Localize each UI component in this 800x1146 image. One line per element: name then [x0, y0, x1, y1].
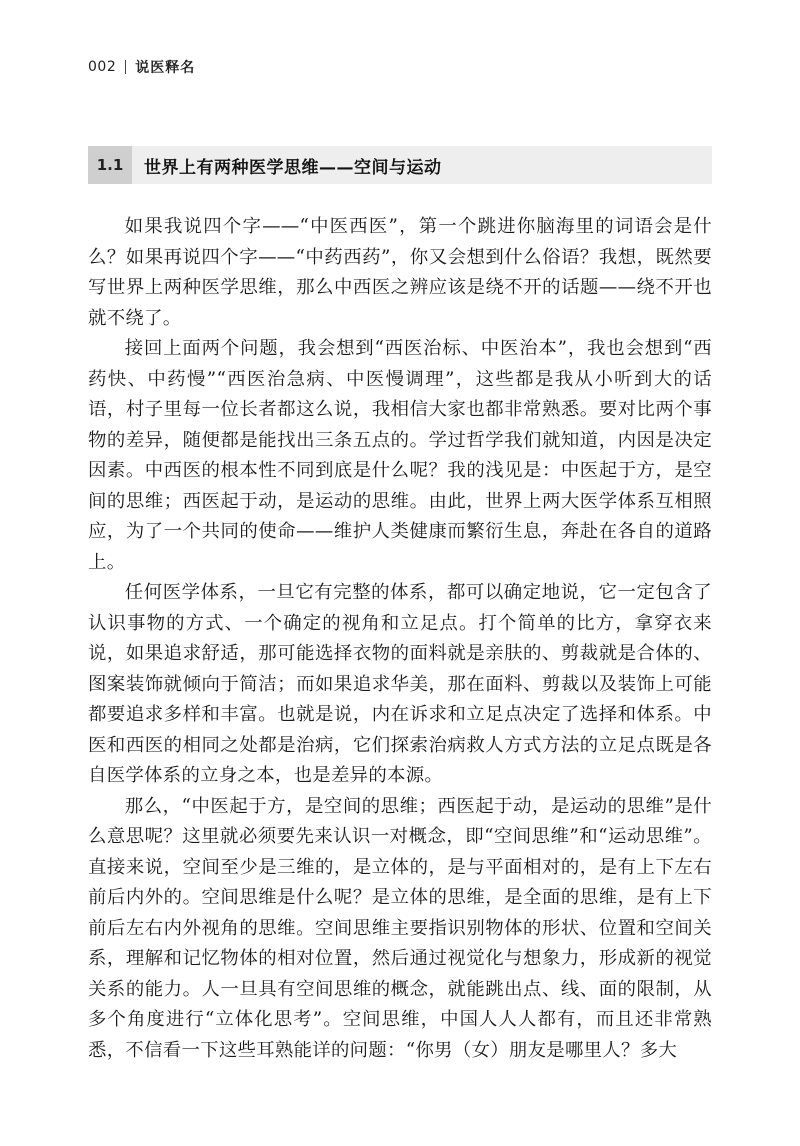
running-header — [88, 56, 195, 78]
paragraph: 任何医学体系，一旦它有完整的体系，都可以确定地说，它一定包含了认识事物的方式、一个确定的视角和立足点。打个简单的比方，拿穿衣来说，如果追求舒适，那可能选择衣物的面料就是亲肤的、剪裁就是合体的、图案装饰就倾向于简洁；而如果追求华美，那在面料、剪裁以及装饰上可能都要追求多样和丰富。也就是说，内在诉求和立足点决定了选择和体系。中医和西医的相同之处都是治病，它们探索治病救人方式方法的立足点既是各自医学体系的立身之本，也是差异的本源。 — [88, 582, 712, 786]
section-heading — [88, 146, 712, 184]
section-title: 世界上有两种医学思维——空间与运动 — [144, 157, 442, 178]
book-title: 说医释名 — [135, 60, 196, 76]
paragraph: 如果我说四个字——“中医西医”，第一个跳进你脑海里的词语会是什么？如果再说四个字——“中药西药”，你又会想到什么俗语？我想，既然要写世界上两种医学思维，那么中西医之辨应该是绕不开的话题——绕不开也就不绕了。 — [88, 216, 712, 329]
paragraph: 接回上面两个问题，我会想到“西医治标、中医治本”，我也会想到“西药快、中药慢”“西医治急病、中医慢调理”，这些都是我从小听到大的话语，村子里每一位长者都这么说，我相信大家也都非常熟悉。要对比两个事物的差异，随便都是能找出三条五点的。学过哲学我们就知道，内因是决定因素。中西医的根本性不同到底是什么呢？我的浅见是：中医起于方，是空间的思维；西医起于动，是运动的思维。由此，世界上两大医学体系互相照应，为了一个共同的使命——维护人类健康而繁衍生息，奔赴在各自的道路上。 — [88, 338, 712, 573]
header-divider — [125, 60, 126, 74]
paragraph: 那么，“中医起于方，是空间的思维；西医起于动，是运动的思维”是什么意思呢？这里就必须要先来认识一对概念，即“空间思维”和“运动思维”。直接来说，空间至少是三维的，是立体的，是与平面相对的，是有上下左右前后内外的。空间思维是什么呢？是立体的思维，是全面的思维，是有上下前后左右内外视角的思维。空间思维主要指识别物体的形状、位置和空间关系，理解和记忆物体的相对位置，然后通过视觉化与想象力，形成新的视觉关系的能力。人一旦具有空间思维的概念，就能跳出点、线、面的限制，从多个角度进行“立体化思考”。空间思维，中国人人人都有，而且还非常熟悉，不信看一下这些耳熟能详的问题：“你男（女）朋友是哪里人？多大 — [88, 795, 712, 1061]
section-number: 1.1 — [88, 146, 132, 184]
body-text — [88, 212, 712, 1066]
page-number: 002 — [88, 59, 117, 75]
